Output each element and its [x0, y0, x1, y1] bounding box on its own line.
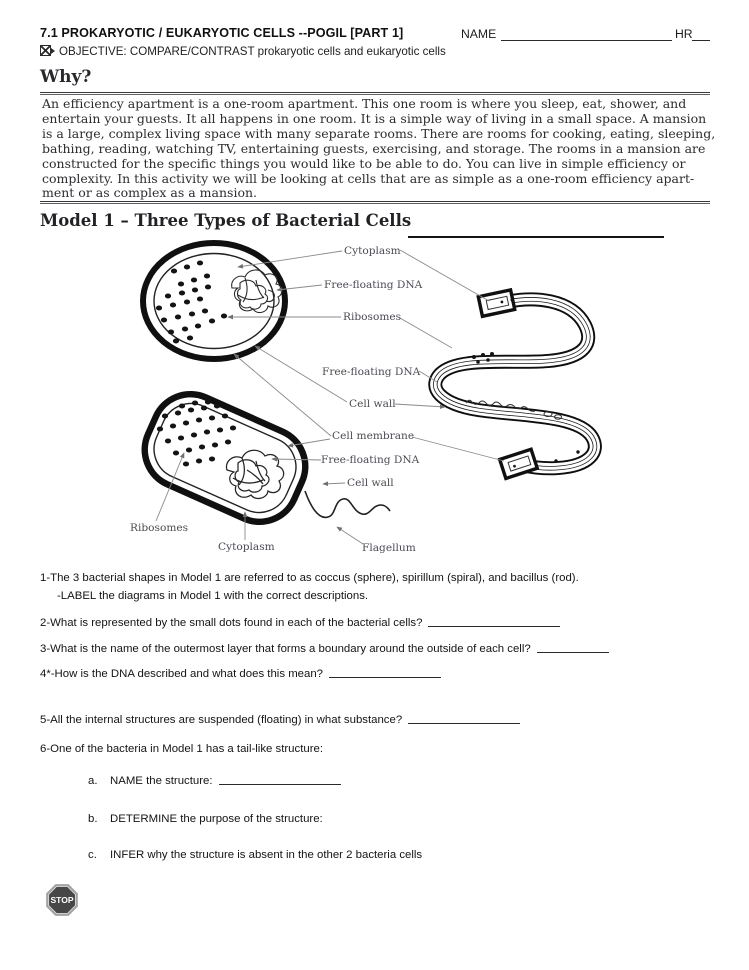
label-free-floating-dna-coccus: Free-floating DNA — [324, 279, 423, 291]
hr-blank[interactable] — [692, 26, 710, 41]
question-6c — [88, 849, 422, 861]
stop-sign-text: STOP — [50, 895, 74, 906]
question-6b-text: DETERMINE the purpose of the structure: — [110, 813, 323, 825]
answer-blank-q5[interactable] — [408, 713, 520, 724]
question-4-text: 4*-How is the DNA described and what does this mean? — [40, 668, 324, 680]
leader-ribosomes-spiral — [400, 318, 452, 348]
leader-membrane-spiral — [412, 437, 504, 461]
label-cell-wall-spiral: Cell wall — [349, 398, 396, 410]
question-4 — [40, 667, 441, 680]
question-6a-text: NAME the structure: — [110, 775, 213, 787]
model1-heading: Model 1 – Three Types of Bacterial Cells — [40, 211, 412, 230]
label-ribosomes-coccus: Ribosomes — [343, 311, 402, 323]
question-6: 6-One of the bacteria in Model 1 has a tail-like structure: — [40, 743, 324, 755]
objective-text: OBJECTIVE: COMPARE/CONTRAST prokaryotic cells and eukaryotic cells — [59, 45, 446, 58]
divider-top — [40, 92, 710, 95]
question-3 — [40, 642, 609, 655]
paragraph-line: ment or as complex as a mansion. — [42, 185, 257, 201]
question-6b-letter: b. — [88, 813, 98, 825]
checkbox-x-icon — [40, 45, 51, 56]
flagellum-line — [305, 491, 390, 517]
question-2-text: 2-What is represented by the small dots found in each of the bacterial cells? — [40, 617, 423, 629]
label-cell-wall-rod: Cell wall — [347, 477, 394, 489]
question-3-text: 3-What is the name of the outermost layer that forms a boundary around the outside of each cell? — [40, 643, 531, 655]
name-label: NAME — [461, 27, 497, 41]
question-1-label-instruction: -LABEL the diagrams in Model 1 with the correct descriptions. — [57, 590, 369, 602]
leader-flagellum — [337, 527, 363, 544]
label-free-floating-dna-rod: Free-floating DNA — [321, 454, 420, 466]
question-5-text: 5-All the internal structures are suspended (floating) in what substance? — [40, 714, 403, 726]
label-flagellum: Flagellum — [362, 542, 416, 554]
paragraph-line: complexity. In this activity we will be looking at cells that are as simple as a one-room efficiency apart- — [42, 170, 695, 186]
arrow-right-icon — [51, 48, 55, 54]
paragraph-line: bathing, reading, watching TV, entertaining guests, exercising, and storage. The rooms in a mansion are — [42, 140, 706, 156]
paragraph-line: An efficiency apartment is a one-room apartment. This one room is where you sleep, eat, shower, and — [42, 96, 687, 111]
objective-line — [40, 45, 446, 58]
question-6c-letter: c. — [88, 849, 97, 861]
question-5 — [40, 713, 520, 726]
question-6a-letter: a. — [88, 775, 98, 787]
model1-title-blank[interactable] — [408, 222, 664, 238]
stop-sign-icon — [44, 882, 80, 918]
label-ribosomes-rod: Ribosomes — [130, 522, 189, 534]
leader-cytoplasm-spiral — [400, 250, 489, 301]
answer-blank-q3[interactable] — [537, 642, 609, 653]
label-free-floating-dna-spiral: Free-floating DNA — [322, 366, 421, 378]
question-6c-text: INFER why the structure is absent in the other 2 bacteria cells — [110, 849, 423, 861]
label-cytoplasm-rod: Cytoplasm — [218, 541, 275, 553]
answer-blank-q4[interactable] — [329, 667, 441, 678]
why-heading: Why? — [40, 67, 92, 87]
name-blank[interactable] — [501, 26, 672, 41]
coccus-cell-diagram — [143, 243, 285, 359]
paragraph-line: constructed for the specific things you would like to be able to do. You can live in simple efficiency or — [42, 155, 686, 171]
ribosome-dots — [472, 299, 580, 463]
why-paragraph — [42, 96, 716, 201]
spiral-open-end-top — [478, 290, 514, 316]
question-6b — [88, 813, 323, 825]
question-1: 1-The 3 bacterial shapes in Model 1 are referred to as coccus (sphere), spirillum (spiral), and bacillus (rod). — [40, 572, 579, 584]
paragraph-line: is a large, complex living space with many separate rooms. There are rooms for cooking, eating, sleeping, — [42, 125, 716, 141]
paragraph-line: entertain your guests. It all happens in one room. It is a simple way of living in a small space. A mansion — [42, 110, 707, 126]
answer-blank-q2[interactable] — [428, 616, 560, 627]
question-2 — [40, 616, 560, 629]
label-cell-membrane: Cell membrane — [332, 430, 415, 442]
spirillum-cell-diagram — [435, 290, 595, 479]
divider-bottom — [40, 201, 710, 204]
label-cytoplasm-coccus: Cytoplasm — [344, 245, 401, 257]
page-title: 7.1 PROKARYOTIC / EUKARYOTIC CELLS --POGIL [PART 1] — [40, 26, 404, 40]
question-6a — [88, 774, 341, 787]
answer-blank-q6a[interactable] — [219, 774, 341, 785]
hr-label: HR — [675, 27, 693, 41]
leader-cellwall-spiral — [395, 404, 445, 407]
leader-cellwall-rod — [323, 483, 345, 484]
